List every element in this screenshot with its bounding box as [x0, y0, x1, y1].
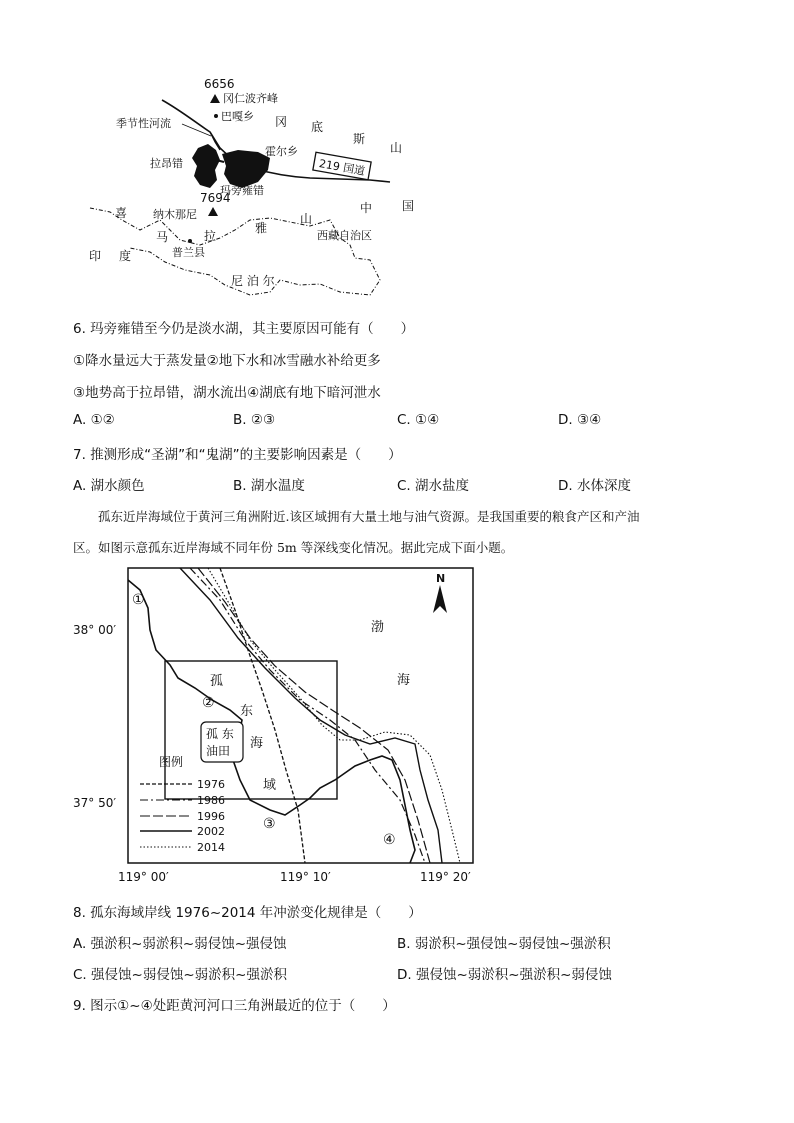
- q6-option-a[interactable]: A. ①②: [73, 412, 115, 428]
- gangdisi-char: 底: [311, 120, 324, 134]
- bohai-char: 海: [397, 673, 411, 688]
- china-char: 国: [402, 199, 415, 213]
- oilfield-label: 孤 东: [206, 727, 234, 741]
- gangdisi-char: 山: [390, 141, 403, 155]
- huoerxiang-label: 霍尔乡: [265, 145, 298, 158]
- q6-option-d[interactable]: D. ③④: [558, 412, 602, 428]
- north-arrow-icon: [433, 585, 447, 613]
- lat-label: 37° 50′: [73, 796, 117, 810]
- peak-icon: [210, 94, 220, 103]
- bohai-char: 渤: [371, 620, 385, 635]
- marker-3: ③: [263, 816, 276, 832]
- q8-stem: 8. 孤东海域岸线 1976~2014 年冲淤变化规律是（ ）: [73, 905, 422, 921]
- tibet-label: 西藏自治区: [317, 229, 372, 242]
- q8-option-c[interactable]: C. 强侵蚀~弱侵蚀~弱淤积~强淤积: [73, 967, 287, 983]
- legend-label-2014: 2014: [197, 841, 225, 854]
- q7-option-d[interactable]: D. 水体深度: [558, 478, 631, 494]
- himalaya-char: 山: [300, 212, 313, 226]
- q8-option-a[interactable]: A. 强淤积~弱淤积~弱侵蚀~强侵蚀: [73, 936, 287, 952]
- road-label: 219 国道: [317, 157, 367, 178]
- gudong-char: 海: [250, 736, 264, 751]
- marker-1: ①: [132, 592, 145, 608]
- himalaya-char: 马: [156, 230, 169, 244]
- q6-line2: ③地势高于拉昂错，湖水流出④湖底有地下暗河泄水: [73, 385, 381, 401]
- q7-stem: 7. 推测形成“圣湖”和“鬼湖”的主要影响因素是（ ）: [73, 447, 402, 463]
- legend-label-1986: 1986: [197, 794, 225, 807]
- bagaxiang-label: 巴嘎乡: [221, 110, 254, 123]
- legend-label-1976: 1976: [197, 778, 225, 791]
- himalaya-char: 喜: [115, 206, 128, 220]
- lon-label: 119° 00′: [118, 870, 169, 884]
- legend: [140, 778, 225, 854]
- gudong-char: 域: [263, 778, 277, 793]
- lat-label: 38° 00′: [73, 623, 117, 637]
- lake-region-map: [70, 70, 430, 300]
- town-dot: [214, 114, 218, 118]
- lake-laang: [192, 144, 220, 188]
- town-dot: [188, 239, 192, 243]
- peak-icon: [208, 207, 218, 216]
- legend-label-1996: 1996: [197, 810, 225, 823]
- oilfield-label: 油田: [206, 744, 231, 758]
- q7-option-b[interactable]: B. 湖水温度: [233, 478, 305, 494]
- lake2-label: 玛旁雍错: [220, 184, 264, 197]
- road-sign: [313, 152, 371, 179]
- q8-option-d[interactable]: D. 强侵蚀~弱淤积~强淤积~弱侵蚀: [397, 967, 612, 983]
- map-frame: [128, 568, 473, 863]
- q9-stem: 9. 图示①~④处距黄河河口三角洲最近的位于（ ）: [73, 998, 396, 1014]
- lake-mapang: [222, 150, 270, 188]
- q7-option-a[interactable]: A. 湖水颜色: [73, 478, 145, 494]
- india-char: 印: [89, 249, 102, 263]
- himalaya-char: 拉: [204, 229, 217, 243]
- coastline-map: [70, 560, 490, 890]
- marker-2: ②: [202, 695, 215, 711]
- north-label: N: [436, 572, 446, 585]
- q6-line1: ①降水量远大于蒸发量②地下水和冰雪融水补给更多: [73, 353, 381, 369]
- lon-label: 119° 20′: [420, 870, 471, 884]
- intro-line2: 区。如图示意孤东近岸海域不同年份 5m 等深线变化情况。据此完成下面小题。: [73, 540, 514, 555]
- lon-label: 119° 10′: [280, 870, 331, 884]
- q8-option-b[interactable]: B. 弱淤积~强侵蚀~弱侵蚀~强淤积: [397, 936, 611, 952]
- china-char: 中: [360, 201, 373, 215]
- gangdisi-char: 冈: [275, 115, 288, 129]
- peak2-elev: 7694: [200, 191, 231, 205]
- gudong-char: 孤: [210, 674, 224, 689]
- peak1-elev: 6656: [204, 77, 235, 91]
- lake1-label: 拉昂错: [150, 157, 183, 170]
- intro-line1: 孤东近岸海域位于黄河三角洲附近.该区域拥有大量土地与油气资源。是我国重要的粮食产区和产油: [98, 509, 640, 524]
- q7-option-c[interactable]: C. 湖水盐度: [397, 478, 470, 494]
- himalaya-char: 雅: [255, 221, 268, 235]
- peak1-name: 冈仁波齐峰: [223, 92, 278, 105]
- study-area-box: [165, 661, 337, 799]
- q6-option-b[interactable]: B. ②③: [233, 412, 276, 428]
- legend-label-2002: 2002: [197, 825, 225, 838]
- marker-4: ④: [383, 832, 396, 848]
- gangdisi-char: 斯: [353, 132, 366, 146]
- nepal-label: 尼 泊 尔: [231, 274, 275, 288]
- q6-stem: 6. 玛旁雍错至今仍是淡水湖，其主要原因可能有（ ）: [73, 321, 415, 337]
- peak2-name: 纳木那尼: [153, 208, 197, 221]
- pulan-label: 普兰县: [172, 246, 205, 259]
- seasonal-river-label: 季节性河流: [116, 117, 171, 130]
- india-char: 度: [119, 249, 132, 263]
- q6-option-c[interactable]: C. ①④: [397, 412, 440, 428]
- isobath-1986: [190, 568, 425, 863]
- legend-title: 图例: [159, 755, 184, 769]
- gudong-char: 东: [240, 704, 254, 719]
